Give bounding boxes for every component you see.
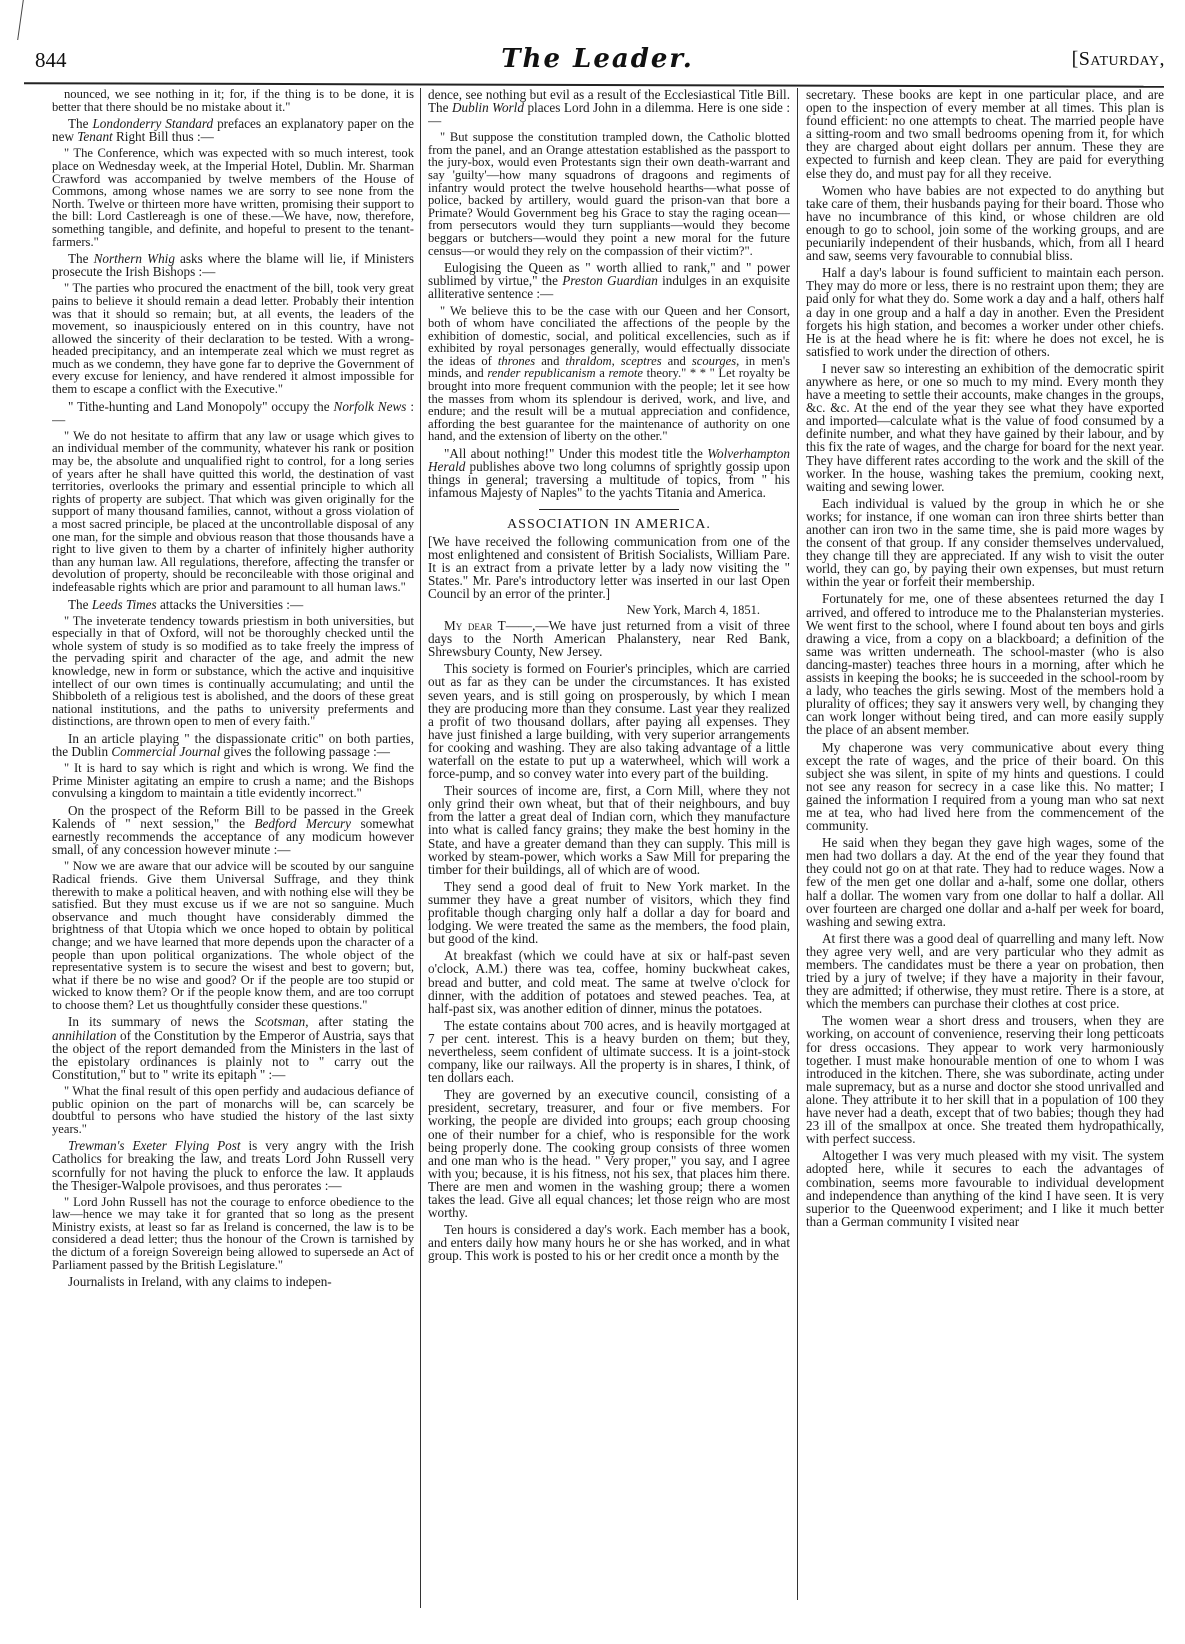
- column-rule: [420, 88, 421, 1608]
- paragraph: Women who have babies are not expected to do anything but take care of them, their husbands paying for their board. Those who have no incumbrance of this kind, or whose children are old enough to go to school, join some of the working groups, and are pecuniarily independent of their husbands, which, from all I heard and saw, seems very favourable to connubial bliss.: [806, 182, 1164, 264]
- paragraph: [428, 261, 790, 300]
- publication-name: Bedford Mercury: [254, 816, 351, 832]
- text-run: asks where the blame will lie, if Ministers prosecute the Irish Bishops :—: [52, 251, 414, 280]
- text-run: and: [661, 353, 692, 368]
- quoted-extract: " The Conference, which was expected with so much interest, took place on Wednesday week, at the Imperial Hotel, Dublin. Mr. Sharman Crawford was accompanied by twelve members of the House of Commons, among whose names we are sorry to see none from the North. Twelve or thirteen more have written, promising their support to the bill: Lord Castlereagh is one of these.—We have, now, therefore, something tangible, and definite, and hopeful to present to the tenant-farmers.": [52, 146, 414, 249]
- paragraph: [52, 400, 414, 426]
- paragraph: [52, 598, 414, 611]
- publication-name: Tenant: [77, 129, 113, 145]
- publication-name: Wolverhampton Herald: [428, 446, 790, 475]
- text-run: , in men's minds, and: [428, 353, 790, 381]
- paragraph: secretary. These books are kept in one particular place, and are open to the inspection of every member at all times. This plan is found efficient: no one attempts to cheat. The married people have a sitting-room and two small bedrooms opening from it, for which they are charged about eight dollars per annum. These they are expected to furnish and keep clean. They are paid for everything else they do, and must pay for all they receive.: [806, 88, 1164, 181]
- publication-name: thrones: [497, 353, 536, 368]
- paragraph: At first there was a good deal of quarrelling and many left. Now they agree very well, and are very particular who they admit as members. The candidates must be there a year on probation, then tried by a jury of twelve; if they have a majority in their favour, they are admitted; if otherwise, they must retire. There is a store, at which the members can purchase their clothes at cost price.: [806, 930, 1164, 1012]
- text-run: ,: [611, 353, 621, 368]
- text-run: attacks the Universities :—: [156, 596, 304, 612]
- paragraph: [52, 804, 414, 856]
- quoted-extract: " Lord John Russell has not the courage to enforce obedience to the law—hence we may take it for granted that so long as the present Ministry exists, at least so far as Ireland is concerned, the law is to be considered a dead letter; thus the honour of the Crown is tarnished by the dictum of a foreign Sovereign being allowed to supersede an Act of Parliament passed by the British Legislature.": [52, 1194, 414, 1272]
- page-header: [30, 46, 1165, 74]
- quoted-extract: nounced, we see nothing in it; for, if the thing is to be done, it is better that there should be no mistake about it.": [52, 88, 414, 114]
- text-run: The: [68, 596, 92, 612]
- text-run: "All about nothing!" Under this modest title the: [444, 446, 708, 462]
- paragraph: [52, 732, 414, 758]
- text-run: a: [595, 366, 609, 381]
- paragraph: My chaperone was very communicative about every thing except the rate of wages, and the price of their board. On this subject she was silent, in spite of my hints and questions. I could not see any reason for secrecy in a case like this. No matter; I gained the information I required from a young man who sat next me at tea, who had lived here from the commencement of the community.: [806, 739, 1164, 834]
- publication-name: remote: [608, 366, 643, 381]
- column-2: [428, 88, 790, 1608]
- text-run: prefaces an explanatory paper on the new: [52, 116, 414, 145]
- text-run: indulges in an exquisite alliterative sentence :—: [428, 273, 790, 302]
- letter-paragraph: They are governed by an executive council, consisting of a president, secretary, treasurer, and four or five members. For working, the people are divided into groups; each group choosing one of their number for a chief, who is responsible for the work being properly done. The cooking group consists of three women and one man who is the head. " Very proper," you say, and I agree with you; because, it is his fitness, not his sex, that places him there. There are men and women in the washing group; there a women takes the lead. Give all equal chances; let those reign who are most worthy.: [428, 1087, 790, 1221]
- paragraph: [52, 1139, 414, 1191]
- publication-name: Northern Whig: [93, 251, 175, 267]
- publication-name: Scotsman: [254, 1014, 306, 1030]
- publication-name: Dublin World: [452, 100, 524, 116]
- text-run: publishes above two long columns of sprightly gossip upon things in general; traversing a multitude of topics, from " his infamous Majesty of Naples" to the yachts Titania and America.: [428, 459, 790, 501]
- quoted-extract: " It is hard to say which is right and which is wrong. We find the Prime Minister agitating an empire to crush a name; and the Bishops convulsing a kingdom to maintain a title evidently incorrect.": [52, 761, 414, 801]
- letter-paragraph: The estate contains about 700 acres, and is heavily mortgaged at 7 per cent. interest. This is a heavy burden on them; but they, nevertheless, seem confident of ultimate success. It is a joint-stock company, like our railways. All the property is in shares, I think, of ten dollars each.: [428, 1017, 790, 1086]
- publication-name: Commercial Journal: [111, 744, 221, 760]
- text-run: of the Constitution by the Emperor of Austria, says that the object of the report demanded from the Ministers in the last of the epistolary ordinances is plainly not to " carry out the Constitution," but to " write its epitaph " :—: [52, 1027, 414, 1082]
- header-rule: [24, 82, 1164, 88]
- text-run: Journalists in Ireland, with any claims to indepen-: [68, 1274, 332, 1290]
- letter-paragraph: Ten hours is considered a day's work. Each member has a book, and enters daily how many hours he or she has worked, and in what group. This work is posted to his or her credit once a month by the: [428, 1222, 790, 1264]
- publication-name: annihilation: [52, 1027, 117, 1043]
- quoted-extract: " We do not hesitate to affirm that any law or usage which gives to an individual member of the community, whatever his rank or position may be, the absolute and unqualified right to control, for a long series of years after he shall have quitted this world, the destination of vast territories, overlooks the primary and essential principle to which all rights of property are subject. That which was given originally for the support of many thousand families, cannot, without a gross violation of a most sacred principle, be placed at the uncontrollable disposal of any one man, for the simple and obvious reason that those thousands have a right to live given to them by a charter of infinitely higher authority than any human law. All regulations, therefore, affecting the transfer or devolution of property, should be reconcileable with those original and indefeasable rights which are prior and paramount to all human laws.": [52, 428, 414, 594]
- paragraph: [52, 117, 414, 143]
- text-run: is very angry with the Irish Catholics for breaking the law, and treats Lord John Russell very scornfully for not having the pluck to enforce the law. It applauds the Thesiger-Walpole provisoes, and thus perorates :—: [52, 1138, 414, 1193]
- text-run: Right Bill thus :—: [112, 129, 214, 145]
- article-title: ASSOCIATION IN AMERICA.: [507, 517, 711, 533]
- text-run: On the prospect of the Reform Bill to be passed in the Greek Kalends of " next session," the: [52, 802, 414, 832]
- paragraph: [428, 447, 790, 499]
- letter-date: New York, March 4, 1851.: [626, 602, 760, 617]
- text-run: places Lord John in a dilemma. Here is one side :—: [428, 100, 790, 129]
- publication-name: thraldom: [565, 353, 612, 368]
- publication-name: Londonderry Standard: [92, 116, 214, 132]
- text-run: dence, see nothing but evil as a result of the Ecclesiastical Title Bill. The: [428, 88, 790, 116]
- salutation: My dear T——,: [444, 618, 536, 634]
- letter-paragraph: At breakfast (which we could have at six or half-past seven o'clock, A.M.) there was tea, coffee, hominy buckwheat cakes, bread and butter, and cold meat. The same at twelve o'clock for dinner, with the addition of potatoes and stewed peaches. Tea, at half-past six, was another edition of dinner, minus the potatoes.: [428, 948, 790, 1016]
- text-run: Eulogising the Queen as " worth allied to rank," and " power sublimed by virtue," the: [428, 260, 790, 289]
- letter-paragraph: This society is formed on Fourier's principles, which are carried out as far as they can be under the circumstances. It has existed seven years, and is still going on prosperously, by which I mean they are producing more than they consume. Last year they realized a profit of two thousand dollars, after paying all expenses. They have just finished a large building, with very superior arrangements for cooking and washing. They are also taking advantage of a little waterfall on the estate to put up a waterwheel, which will work a force-pump, and so convey water into every part of the building.: [428, 661, 790, 782]
- letter-opening-text: —We have just returned from a visit of three days to the North American Phalanstery, near Red Bank, Shrewsbury County, New Jersey.: [428, 618, 790, 660]
- column-1: [52, 88, 414, 1608]
- text-run: and: [535, 353, 566, 368]
- publication-name: sceptres: [620, 353, 662, 368]
- paragraph: Altogether I was very much pleased with my visit. The system adopted here, while it secures to each the advantages of combination, seems more favourable to individual development and independence than anything of the kind I have seen. It is very superior to the Queenwood experiment; and I like it much better than a German community I visited near: [806, 1148, 1164, 1229]
- letter-paragraph: They send a good deal of fruit to New York market. In the summer they have a great number of visitors, which they find profitable though charging only half a dollar a day for board and lodging. We were treated the same as the members, the food plain, but good of the kind.: [428, 878, 790, 947]
- text-run: " We believe this to be the case with our Queen and her Consort, both of whom have conciliated the affections of the people by the exhibition of domestic, social, and political excellencies, such as if exhibited by royal personages generally, would effectually dissociate the ideas of: [428, 303, 790, 368]
- quoted-extract: [428, 131, 790, 257]
- publication-name: Trewman's Exeter Flying Post: [68, 1138, 241, 1154]
- press-extracts-continued: [428, 88, 790, 499]
- letter-opening: [428, 619, 790, 658]
- paragraph: [428, 88, 790, 127]
- quoted-extract: " The parties who procured the enactment of the bill, took very great pains to believe it should remain a dead letter. Probably their intention was that it should so remain; but, at all events, the leaders of the movement, so inauspiciously entered on in this country, have not allowed the sincerity of their declaration to be tested. With a wrong-headed precipitancy, and an intemperate zeal which we must regret as much as we condemn, they have gone far to deprive the Government of every excuse for leniency, and have rendered it almost impossible for them to escape a conflict with the Executive.": [52, 281, 414, 397]
- paragraph: Each individual is valued by the group in which he or she works; for instance, if one woman can iron three shirts better than another can iron two in the same time, she is paid more wages by the consent of that group. If any consider themselves undervalued, they change till they are appreciated. If any wish to visit the outer world, they can go, by paying their own expenses, but must return within the year or forfeit their membership.: [806, 495, 1164, 590]
- text-run: In its summary of news the: [68, 1014, 255, 1030]
- quoted-extract: " The inveterate tendency towards priestism in both universities, but especially in that of Oxford, will not be thoroughly checked until the whole system of study is so modified as to take freely the impress of the pervading spirit and character of the age, and admit the new knowledge, new in form or substance, which the active and inquisitive intellect of our own times is continually accumulating; and until the Shibboleth of a religious test is abolished, and the doors of these great national institutions, and the paths to university preferments and distinctions, are thrown open to men of every faith.": [52, 613, 414, 729]
- text-run: " Tithe-hunting and Land Monopoly" occupy the: [68, 398, 334, 414]
- letter-body: [428, 662, 790, 1262]
- article-intro: [We have received the following communication from one of the most enlightened and consistent of British Socialists, William Pare. It is an extract from a private letter by a lady now visiting the " States." Mr. Pare's introductory letter was inserted in our last Open Council by an error of the printer.]: [428, 533, 790, 601]
- page-number: 844: [35, 48, 67, 72]
- text-run: The: [68, 251, 94, 267]
- paragraph: [52, 1275, 414, 1288]
- quoted-extract: " Now we are aware that our advice will be scouted by our sanguine Radical friends. Give them Universal Suffrage, and they think therewith to make a political heaven, and with nothing else will they be satisfied. But they must excuse us if we are not so sanguine. Much observance and much thought have considerably dimmed the brightness of that Utopia which we once hoped to obtain by political change; and we have learned that more depends upon the character of a people than upon political organizations. The whole object of the representative system is to secure the wisest and best to govern; but, what if there be no wise and good? Or if the people are too stupid or wicked to know them? Or if the people know them, and are too corrupt to choose them? Let us thoughtfully consider these questions.": [52, 859, 414, 1012]
- text-run: " But suppose the constitution trampled down, the Catholic blotted from the panel, and an Orange attestation established as the passport to the jury-box, would even Protestants sign their own death-warrant and say 'guilty'—how many squadrons of dragoons and regiments of infantry would protect the twelve household hearths—what posse of police, backed by artillery, would guard the prison-van that bore a Primate? Would Government beg his Grace to stay the raging ocean—from persecutors would they turn suppliants—would they become beggars or butchers—would they point a new moral for the future census—or would they rely on the compassion of their victim?".: [428, 130, 790, 258]
- text-run: The: [68, 116, 93, 132]
- column-3: [806, 88, 1164, 1608]
- newspaper-columns: [24, 88, 1164, 1608]
- quoted-extract: " What the final result of this open perfidy and audacious defiance of public opinion on the part of monarchs will be, can scarcely be doubtful to persons who have studied the history of the last sixty years.": [52, 1083, 414, 1136]
- paragraph: Fortunately for me, one of these absentees returned the day I arrived, and offered to introduce me to the Phalansterian mysteries. We went first to the school, where I found about ten boys and girls drawing a vice, from a copy on a blackboard; a definition of the same was written underneath. The school-master (who is also dancing-master) teaches three hours in a morning, after which he assists in keeping the books; he is succeeded in the school-room by a lady, who teaches the girls sewing. Most of the members hold a plurality of offices; they say it answers very well, by changing they can work longer without being tired, and can more easily supply the place of an absent member.: [806, 591, 1164, 738]
- paragraph: Half a day's labour is found sufficient to maintain each person. They may do more or less, there is no restraint upon them; they are paid only for what they do. Some work a day and a half, others half a day in one group and a half a day in another. Even the President forgets his high station, and becomes a worker under other chiefs. He is at the head where he is fit: where he does not excel, he is satisfied to work under the direction of others.: [806, 265, 1164, 359]
- publication-name: scourges: [691, 353, 737, 368]
- section-divider: [539, 509, 679, 510]
- paragraph: [52, 1015, 414, 1080]
- paragraph: He said when they began they gave high wages, some of the men had two dollars a day. At the end of the year they found that they could not go on at that rate. They had to reduce wages. Now a few of the men get one dollar and a-half, some one dollar, others half a dollar. The women vary from one dollar to half a dollar. All over fourteen are charged one dollar and a-half per week for board, washing and sewing extra.: [806, 835, 1164, 929]
- paragraph: [52, 252, 414, 278]
- masthead-title: The Leader.: [501, 44, 694, 74]
- letter-paragraph: Their sources of income are, first, a Corn Mill, where they not only grind their own wheat, but that of their neighbours, and buy from the latter a great deal of Indian corn, which they manufacture into what is called fancy grains; they make the best hominy in the State, and have a greater demand than they can supply. This mill is worked by steam-power, which works a Saw Mill for preparing the timber for their buildings, all of which are of wood.: [428, 783, 790, 877]
- publication-name: Preston Guardian: [562, 273, 658, 289]
- text-run: theory." * * " Let royalty be brought into more frequent communion with the people; let it see how the masses from whom its splendour is derived, work, and live, and endure; and the result will be a mutual appreciation and confidence, affording the best guarantee for the maintenance of authority on one hand, and the extension of liberty on the other.": [428, 366, 790, 444]
- publication-name: Leeds Times: [91, 596, 157, 612]
- publication-name: Norfolk News: [333, 398, 407, 414]
- paragraph: The women wear a short dress and trousers, when they are working, on account of convenience, reserving their long petticoats for dress occasions. They appear to work very harmoniously together. I must make honourable mention of one to whom I was introduced in the kitchen. There, she was subordinate, acting under male supremacy, but as a nurse and doctor she stood unrivalled and alone. They attribute it to her skill that in a population of 100 they have never had a death, except that of two babies; though they had 23 ill of the smallpox at once. She treated them hydropathically, with perfect success.: [806, 1013, 1164, 1147]
- text-run: gives the following passage :—: [220, 744, 390, 760]
- text-run: somewhat earnestly recommends the acceptance of any modicum however small, of any concession however minute :—: [52, 816, 414, 858]
- paragraph: I never saw so interesting an exhibition of the democratic spirit anywhere as here, or one so much to my mind. Every month they have a meeting to settle their accounts, make changes in the groups, &c. &c. At the end of the year they see what they have exported and imported—calculate what is the value of food consumed by a definite number, and what they have gained by their labour, and by this fix the rate of wages, and the charge for board for the next year. They have different rates according to the work and the skill of the worker. In the house, washing takes the premium, cooking next, waiting and sewing lower.: [806, 360, 1164, 494]
- dateline: [Saturday,: [1071, 48, 1165, 70]
- text-run: , after stating the: [305, 1014, 414, 1030]
- text-run: :—: [52, 398, 414, 427]
- publication-name: render republicanism: [487, 366, 596, 381]
- column-rule: [797, 88, 798, 1600]
- scan-artifact-mark: [17, 0, 34, 40]
- quoted-extract: [428, 305, 790, 444]
- text-run: In an article playing " the dispassionate critic" on both parties, the Dublin: [52, 731, 414, 760]
